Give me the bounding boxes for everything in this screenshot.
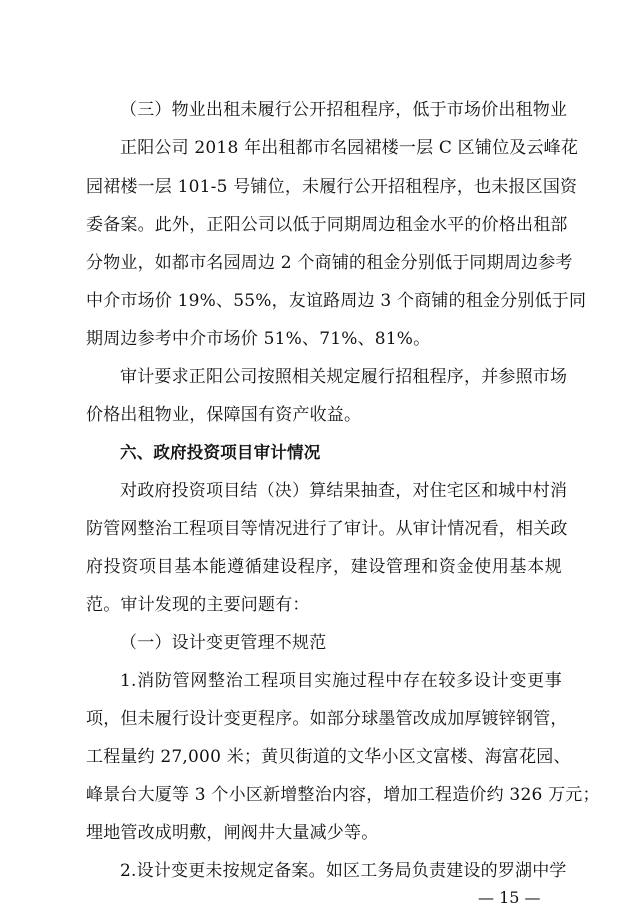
paragraph-line: 价格出租物业，保障国有资产收益。 — [86, 405, 362, 425]
paragraph-line: 工程量约 27,000 米；黄贝街道的文华小区文富楼、海富花园、 — [86, 747, 571, 767]
paragraph-line: 范。审计发现的主要问题有： — [86, 595, 310, 615]
paragraph-line: 埋地管改成明敷，闸阀井大量减少等。 — [86, 823, 379, 843]
paragraph-line: 期周边参考中介市场价 51%、71%、81%。 — [86, 329, 431, 349]
paragraph-line: 正阳公司 2018 年出租都市名园裙楼一层 C 区铺位及云峰花 — [120, 138, 579, 158]
paragraph-line: 府投资项目基本能遵循建设程序，建设管理和资金使用基本规 — [86, 557, 562, 577]
paragraph-line: 项，但未履行设计变更程序。如部分球墨管改成加厚镀锌钢管， — [86, 709, 568, 729]
paragraph-line: 委备案。此外，正阳公司以低于同期周边租金水平的价格出租部 — [86, 215, 568, 235]
section-heading-6: 六、政府投资项目审计情况 — [120, 443, 321, 462]
paragraph-line: 审计要求正阳公司按照相关规定履行招租程序，并参照市场 — [120, 367, 568, 387]
subheading-1-design-change: （一）设计变更管理不规范 — [120, 633, 327, 653]
paragraph-line: 2.设计变更未按规定备案。如区工务局负责建设的罗湖中学 — [120, 861, 567, 881]
paragraph-line: 园裙楼一层 101-5 号铺位，未履行公开招租程序，也未报区国资 — [86, 177, 578, 197]
paragraph-line: 对政府投资项目结（决）算结果抽查，对住宅区和城中村消 — [120, 481, 568, 501]
paragraph-line: 1.消防管网整治工程项目实施过程中存在较多设计变更事 — [120, 671, 562, 691]
paragraph-line: 中介市场价 19%、55%，友谊路周边 3 个商铺的租金分别低于同 — [86, 291, 587, 311]
paragraph-line: 峰景台大厦等 3 个小区新增整治内容，增加工程造价约 326 万元； — [86, 785, 600, 805]
page-number: — 15 — — [478, 888, 541, 907]
paragraph-line: 分物业，如都市名园周边 2 个商铺的租金分别低于同期周边参考 — [86, 253, 573, 273]
subheading-3-property-leasing: （三）物业出租未履行公开招租程序，低于市场价出租物业 — [120, 100, 568, 120]
paragraph-line: 防管网整治工程项目等情况进行了审计。从审计情况看，相关政 — [86, 519, 568, 539]
